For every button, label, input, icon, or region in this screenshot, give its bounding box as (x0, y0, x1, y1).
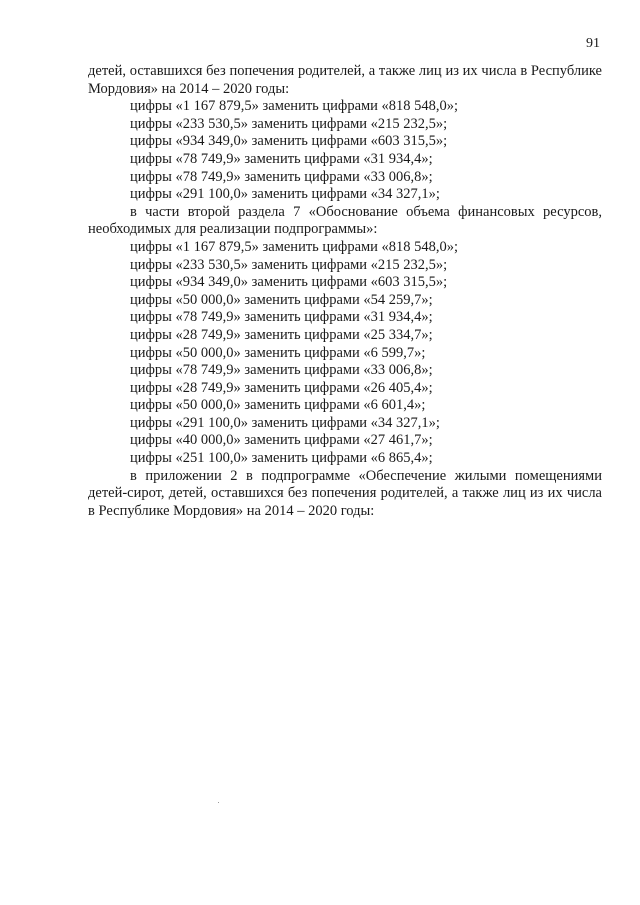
replacement-line: цифры «50 000,0» заменить цифрами «6 601,4»; (130, 397, 426, 414)
scan-speck (218, 802, 219, 803)
replacement-line: цифры «78 749,9» заменить цифрами «33 006,8»; (130, 362, 433, 379)
document-body (88, 63, 602, 520)
section7-paragraph: в части второй раздела 7 «Обоснование объема финансовых ресурсов, необходимых для реализации подпрограммы»: (88, 203, 602, 238)
replacement-line: цифры «233 530,5» заменить цифрами «215 232,5»; (130, 256, 448, 273)
intro-paragraph: детей, оставшихся без попечения родителей, а также лиц из их числа в Республике Мордовия» на 2014 – 2020 годы: (88, 63, 602, 97)
replacement-line: цифры «28 749,9» заменить цифрами «26 405,4»; (130, 379, 433, 396)
replacement-line: цифры «251 100,0» заменить цифрами «6 865,4»; (130, 450, 433, 467)
replacement-line: цифры «1 167 879,5» заменить цифрами «818 548,0»; (130, 98, 459, 115)
replacement-line: цифры «233 530,5» заменить цифрами «215 232,5»; (130, 115, 448, 132)
replacement-line: цифры «934 349,0» заменить цифрами «603 315,5»; (130, 274, 448, 291)
replacement-line: цифры «291 100,0» заменить цифрами «34 327,1»; (130, 414, 440, 431)
appendix-paragraph: в приложении 2 в подпрограмме «Обеспечение жилыми помещениями детей-сирот, детей, оставшихся без попечения родителей, а также лиц из их числа в Республике Мордовия» на 2014 – 2020 годы: (88, 467, 602, 519)
replacement-line: цифры «291 100,0» заменить цифрами «34 327,1»; (130, 186, 440, 203)
replacement-line: цифры «78 749,9» заменить цифрами «33 006,8»; (130, 168, 433, 185)
replacement-line: цифры «1 167 879,5» заменить цифрами «818 548,0»; (130, 238, 459, 255)
replacement-line: цифры «40 000,0» заменить цифрами «27 461,7»; (130, 432, 433, 449)
replacement-line: цифры «50 000,0» заменить цифрами «6 599,7»; (130, 344, 426, 361)
replacement-line: цифры «50 000,0» заменить цифрами «54 259,7»; (130, 291, 433, 308)
replacement-line: цифры «28 749,9» заменить цифрами «25 334,7»; (130, 326, 433, 343)
replacement-line: цифры «78 749,9» заменить цифрами «31 934,4»; (130, 150, 433, 167)
replacement-line: цифры «78 749,9» заменить цифрами «31 934,4»; (130, 309, 433, 326)
page-number: 91 (586, 36, 600, 51)
replacement-line: цифры «934 349,0» заменить цифрами «603 315,5»; (130, 133, 448, 150)
